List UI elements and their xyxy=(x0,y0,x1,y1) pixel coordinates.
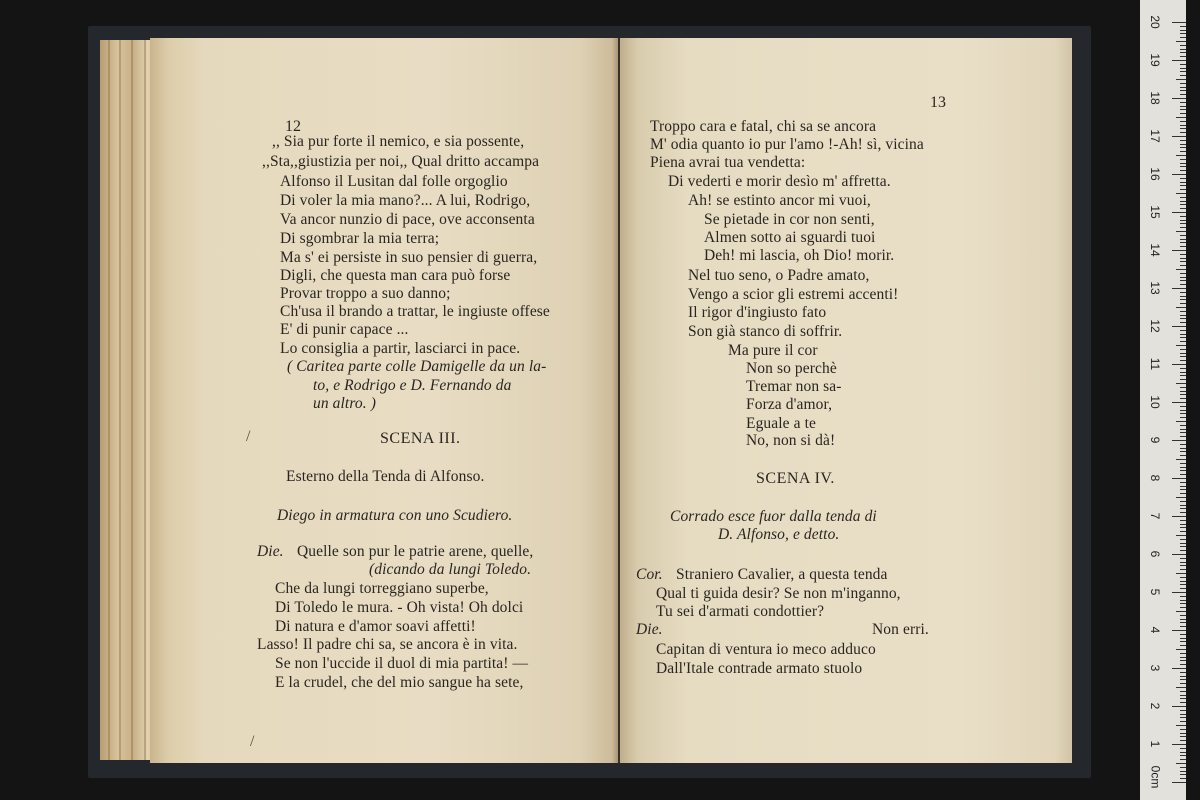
ruler-tick xyxy=(1180,121,1186,122)
verse-line: Ma s' ei persiste in suo pensier di guerra, xyxy=(280,249,538,266)
ruler-tick xyxy=(1180,254,1186,255)
aria-line: Non so perchè xyxy=(746,360,837,377)
ruler-tick xyxy=(1180,489,1186,490)
ruler-tick xyxy=(1180,159,1186,160)
right-page xyxy=(620,38,1072,763)
ruler-tick xyxy=(1180,562,1186,563)
ruler-tick xyxy=(1180,581,1186,582)
ruler-tick xyxy=(1172,326,1186,327)
ruler-tick xyxy=(1172,592,1186,593)
ruler-tick xyxy=(1180,26,1186,27)
speech-line: E la crudel, che del mio sangue ha sete, xyxy=(275,674,524,691)
dialogue-line: Dall'Itale contrade armato stuolo xyxy=(656,660,863,677)
speech-line: Lasso! Il padre chi sa, se ancora è in vita. xyxy=(257,636,518,653)
ruler-number: 14 xyxy=(1148,243,1162,257)
aria-line: No, non si dà! xyxy=(746,432,836,449)
verse-line: Di vederti e morir desìo m' affretta. xyxy=(668,173,891,190)
ruler-tick xyxy=(1180,322,1186,323)
ruler-number: 4 xyxy=(1148,626,1162,634)
ruler-tick xyxy=(1180,102,1186,103)
scene-direction: Corrado esce fuor dalla tenda di xyxy=(670,508,877,525)
ruler-number: 9 xyxy=(1148,436,1162,444)
ruler-tick xyxy=(1180,546,1186,547)
ruler-tick xyxy=(1180,664,1186,665)
verse-line: Troppo cara e fatal, chi sa se ancora xyxy=(650,118,877,135)
ruler-tick xyxy=(1180,391,1186,392)
verse-line: Lo consiglia a partir, lasciarci in pace. xyxy=(280,340,521,357)
ruler-tick xyxy=(1180,387,1186,388)
ruler-number: 6 xyxy=(1148,550,1162,558)
aria-line: Se pietade in cor non senti, xyxy=(704,211,875,228)
ruler-tick xyxy=(1180,125,1186,126)
scene-heading-right: SCENA IV. xyxy=(756,470,835,487)
ruler-tick xyxy=(1180,273,1186,274)
ruler-tick xyxy=(1180,740,1186,741)
ruler-tick xyxy=(1180,527,1186,528)
ruler-number: 13 xyxy=(1148,281,1162,295)
ruler-tick xyxy=(1180,353,1186,354)
left-page xyxy=(150,38,618,763)
ruler-tick xyxy=(1180,45,1186,46)
ruler-tick xyxy=(1180,691,1186,692)
ruler-tick xyxy=(1172,364,1186,365)
speech-line: Quelle son pur le patrie arene, quelle, xyxy=(297,543,534,560)
ruler-tick xyxy=(1180,451,1186,452)
ruler-tick xyxy=(1180,752,1186,753)
ruler-tick xyxy=(1172,706,1186,707)
dialogue-line: Capitan di ventura io meco adduco xyxy=(656,641,876,658)
margin-pencil-mark: / xyxy=(250,733,255,750)
ruler-number: 7 xyxy=(1148,512,1162,520)
verse-line: Ch'usa il brando a trattar, le ingiuste offese xyxy=(280,303,550,320)
ruler-tick xyxy=(1172,212,1186,213)
ruler-tick xyxy=(1180,109,1186,110)
ruler-unit: 0cm xyxy=(1148,765,1163,789)
ruler-tick xyxy=(1180,334,1186,335)
ruler-tick xyxy=(1180,531,1186,532)
ruler-tick xyxy=(1180,733,1186,734)
ruler-tick xyxy=(1180,227,1186,228)
aria-line: Vengo a scior gli estremi accenti! xyxy=(688,286,899,303)
ruler-tick xyxy=(1172,136,1186,137)
ruler-tick xyxy=(1180,185,1186,186)
ruler-tick xyxy=(1180,512,1186,513)
ruler-tick xyxy=(1180,676,1186,677)
ruler-tick xyxy=(1180,132,1186,133)
ruler-tick xyxy=(1180,204,1186,205)
ruler-tick xyxy=(1172,516,1186,517)
ruler-number: 19 xyxy=(1148,53,1162,67)
scene-direction: D. Alfonso, e detto. xyxy=(718,526,840,543)
ruler-tick xyxy=(1180,657,1186,658)
ruler-tick xyxy=(1172,22,1186,23)
ruler-tick xyxy=(1180,52,1186,53)
margin-pencil-mark: / xyxy=(246,428,251,445)
speaker-label: Die. xyxy=(636,621,663,638)
ruler-tick xyxy=(1180,75,1186,76)
stage-direction-line: un altro. ) xyxy=(313,395,376,412)
ruler-tick xyxy=(1176,459,1186,460)
ruler-tick xyxy=(1172,782,1186,783)
ruler-tick xyxy=(1180,577,1186,578)
speech-line: Di natura e d'amor soavi affetti! xyxy=(275,618,476,635)
verse-line: Piena avrai tua vendetta: xyxy=(650,154,806,171)
dialogue-line: Qual ti guida desir? Se non m'inganno, xyxy=(656,585,901,602)
ruler-tick xyxy=(1172,250,1186,251)
ruler-tick xyxy=(1176,307,1186,308)
ruler-tick xyxy=(1180,755,1186,756)
ruler-tick xyxy=(1180,508,1186,509)
ruler-tick xyxy=(1176,383,1186,384)
ruler-tick xyxy=(1180,68,1186,69)
ruler-tick xyxy=(1180,767,1186,768)
ruler-tick xyxy=(1172,288,1186,289)
page-number-left: 12 xyxy=(285,118,301,135)
ruler-tick xyxy=(1180,710,1186,711)
ruler-tick xyxy=(1176,41,1186,42)
ruler-tick xyxy=(1172,174,1186,175)
ruler-tick xyxy=(1180,695,1186,696)
ruler-tick xyxy=(1180,550,1186,551)
ruler-tick xyxy=(1180,303,1186,304)
ruler-tick xyxy=(1180,771,1186,772)
ruler-tick xyxy=(1180,189,1186,190)
aria-line: Ah! se estinto ancor mi vuoi, xyxy=(688,192,871,209)
ruler-tick xyxy=(1176,725,1186,726)
ruler-tick xyxy=(1176,117,1186,118)
ruler-tick xyxy=(1180,634,1186,635)
ruler-tick xyxy=(1180,330,1186,331)
ruler-tick xyxy=(1180,748,1186,749)
ruler-tick xyxy=(1180,470,1186,471)
ruler-tick xyxy=(1180,37,1186,38)
ruler-tick xyxy=(1180,94,1186,95)
ruler-tick xyxy=(1180,501,1186,502)
aria-line: Nel tuo seno, o Padre amato, xyxy=(688,267,870,284)
verse-line: Provar troppo a suo danno; xyxy=(280,285,451,302)
ruler-number: 10 xyxy=(1148,395,1162,409)
ruler-tick xyxy=(1180,736,1186,737)
ruler-tick xyxy=(1180,33,1186,34)
verse-line: Va ancor nunzio di pace, ove acconsenta xyxy=(280,211,535,228)
verse-line: E' di punir capace ... xyxy=(280,321,409,338)
speech-aside: (dicando da lungi Toledo. xyxy=(369,561,532,578)
ruler-number: 11 xyxy=(1148,357,1162,371)
verse-line: Di sgombrar la mia terra; xyxy=(280,230,440,247)
verse-line: M' odia quanto io pur l'amo !-Ah! sì, vicina xyxy=(650,136,924,153)
ruler-tick xyxy=(1180,71,1186,72)
ruler-tick xyxy=(1180,729,1186,730)
verse-line: Digli, che questa man cara può forse xyxy=(280,267,511,284)
aria-line: Eguale a te xyxy=(746,415,816,432)
ruler-number: 16 xyxy=(1148,167,1162,181)
speaker-label: Cor. xyxy=(636,566,663,583)
ruler-tick xyxy=(1180,87,1186,88)
ruler-tick xyxy=(1180,425,1186,426)
ruler-tick xyxy=(1180,493,1186,494)
ruler-tick xyxy=(1180,774,1186,775)
ruler-tick xyxy=(1180,721,1186,722)
ruler-tick xyxy=(1180,292,1186,293)
stage-direction-line: to, e Rodrigo e D. Fernando da xyxy=(313,377,512,394)
speech-line: Che da lungi torreggiano superbe, xyxy=(275,580,489,597)
ruler-tick xyxy=(1180,413,1186,414)
ruler-tick xyxy=(1180,170,1186,171)
ruler-tick xyxy=(1180,717,1186,718)
ruler-tick xyxy=(1180,311,1186,312)
ruler-tick xyxy=(1180,315,1186,316)
ruler-tick xyxy=(1180,394,1186,395)
ruler-tick xyxy=(1180,653,1186,654)
dialogue-line: Non erri. xyxy=(872,621,929,638)
ruler-tick xyxy=(1180,349,1186,350)
ruler-tick xyxy=(1176,649,1186,650)
verse-line: Alfonso il Lusitan dal folle orgoglio xyxy=(280,173,508,190)
ruler-tick xyxy=(1180,265,1186,266)
ruler-tick xyxy=(1180,638,1186,639)
ruler-tick xyxy=(1180,524,1186,525)
measuring-ruler xyxy=(1140,0,1186,800)
ruler-tick xyxy=(1172,440,1186,441)
speech-line: Di Toledo le mura. - Oh vista! Oh dolci xyxy=(275,599,524,616)
ruler-tick xyxy=(1180,280,1186,281)
ruler-tick xyxy=(1176,155,1186,156)
ruler-tick xyxy=(1180,223,1186,224)
ruler-tick xyxy=(1180,337,1186,338)
ruler-tick xyxy=(1180,368,1186,369)
ruler-tick xyxy=(1180,261,1186,262)
ruler-tick xyxy=(1180,166,1186,167)
ruler-tick xyxy=(1180,626,1186,627)
ruler-tick xyxy=(1180,417,1186,418)
ruler-number: 17 xyxy=(1148,129,1162,143)
ruler-number: 8 xyxy=(1148,474,1162,482)
ruler-tick xyxy=(1180,379,1186,380)
ruler-tick xyxy=(1180,30,1186,31)
ruler-tick xyxy=(1180,596,1186,597)
ruler-tick xyxy=(1180,56,1186,57)
ruler-tick xyxy=(1180,410,1186,411)
ruler-tick xyxy=(1180,584,1186,585)
ruler-tick xyxy=(1180,341,1186,342)
ruler-tick xyxy=(1180,603,1186,604)
ruler-tick xyxy=(1180,147,1186,148)
ruler-tick xyxy=(1172,402,1186,403)
ruler-tick xyxy=(1176,687,1186,688)
ruler-tick xyxy=(1180,140,1186,141)
ruler-tick xyxy=(1180,455,1186,456)
aria-line: Forza d'amor, xyxy=(746,396,833,413)
ruler-tick xyxy=(1180,698,1186,699)
ruler-tick xyxy=(1172,630,1186,631)
ruler-tick xyxy=(1176,269,1186,270)
ruler-tick xyxy=(1180,615,1186,616)
scene-heading-left: SCENA III. xyxy=(380,430,461,447)
verse-line: ,, Sia pur forte il nemico, e sia possente, xyxy=(272,133,525,150)
ruler-tick xyxy=(1180,543,1186,544)
ruler-tick xyxy=(1180,284,1186,285)
ruler-number: 20 xyxy=(1148,15,1162,29)
scene-characters: Diego in armatura con uno Scudiero. xyxy=(277,507,513,524)
ruler-tick xyxy=(1180,239,1186,240)
ruler-tick xyxy=(1176,231,1186,232)
ruler-tick xyxy=(1176,345,1186,346)
scene-setting: Esterno della Tenda di Alfonso. xyxy=(286,468,485,485)
ruler-tick xyxy=(1180,406,1186,407)
ruler-number: 2 xyxy=(1148,702,1162,710)
aria-line: Ma pure il cor xyxy=(728,342,818,359)
ruler-tick xyxy=(1180,641,1186,642)
ruler-tick xyxy=(1180,565,1186,566)
ruler-tick xyxy=(1180,258,1186,259)
ruler-tick xyxy=(1180,296,1186,297)
ruler-tick xyxy=(1176,421,1186,422)
ruler-tick xyxy=(1180,759,1186,760)
ruler-tick xyxy=(1180,375,1186,376)
ruler-tick xyxy=(1172,60,1186,61)
ruler-tick xyxy=(1176,763,1186,764)
ruler-tick xyxy=(1172,744,1186,745)
ruler-tick xyxy=(1172,98,1186,99)
ruler-tick xyxy=(1180,436,1186,437)
ruler-tick xyxy=(1180,474,1186,475)
ruler-tick xyxy=(1180,64,1186,65)
ruler-tick xyxy=(1180,660,1186,661)
ruler-tick xyxy=(1180,90,1186,91)
ruler-tick xyxy=(1180,216,1186,217)
ruler-tick xyxy=(1176,193,1186,194)
ruler-tick xyxy=(1180,178,1186,179)
ruler-tick xyxy=(1180,429,1186,430)
ruler-tick xyxy=(1180,622,1186,623)
ruler-tick xyxy=(1180,220,1186,221)
verse-line: ,,Sta,,giustizia per noi,, Qual dritto accampa xyxy=(262,153,540,170)
ruler-tick xyxy=(1180,208,1186,209)
ruler-tick xyxy=(1180,539,1186,540)
ruler-tick xyxy=(1180,197,1186,198)
aria-line: Il rigor d'ingiusto fato xyxy=(688,304,827,321)
ruler-tick xyxy=(1180,144,1186,145)
ruler-tick xyxy=(1172,478,1186,479)
ruler-tick xyxy=(1180,151,1186,152)
aria-line: Almen sotto ai sguardi tuoi xyxy=(704,229,876,246)
ruler-tick xyxy=(1180,201,1186,202)
ruler-tick xyxy=(1180,569,1186,570)
ruler-number: 18 xyxy=(1148,91,1162,105)
ruler-tick xyxy=(1180,607,1186,608)
ruler-tick xyxy=(1180,356,1186,357)
ruler-tick xyxy=(1180,318,1186,319)
ruler-tick xyxy=(1180,448,1186,449)
ruler-tick xyxy=(1180,246,1186,247)
ruler-tick xyxy=(1180,486,1186,487)
ruler-number: 3 xyxy=(1148,664,1162,672)
ruler-tick xyxy=(1180,83,1186,84)
ruler-number: 12 xyxy=(1148,319,1162,333)
speaker-label: Die. xyxy=(257,543,284,560)
ruler-tick xyxy=(1180,398,1186,399)
ruler-tick xyxy=(1180,679,1186,680)
ruler-tick xyxy=(1176,79,1186,80)
ruler-tick xyxy=(1180,463,1186,464)
aria-line: Son già stanco di soffrir. xyxy=(688,323,843,340)
ruler-tick xyxy=(1180,128,1186,129)
verse-line: Di voler la mia mano?... A lui, Rodrigo, xyxy=(280,192,531,209)
dialogue-line: Tu sei d'armati condottier? xyxy=(656,603,825,620)
ruler-tick xyxy=(1176,535,1186,536)
aria-line: Tremar non sa- xyxy=(746,378,842,395)
ruler-tick xyxy=(1172,554,1186,555)
ruler-tick xyxy=(1180,520,1186,521)
ruler-tick xyxy=(1176,573,1186,574)
ruler-number: 5 xyxy=(1148,588,1162,596)
ruler-tick xyxy=(1180,235,1186,236)
ruler-tick xyxy=(1180,619,1186,620)
ruler-tick xyxy=(1180,702,1186,703)
ruler-tick xyxy=(1180,106,1186,107)
ruler-tick xyxy=(1180,778,1186,779)
speech-line: Se non l'uccide il duol di mia partita! — xyxy=(275,655,529,672)
ruler-tick xyxy=(1180,372,1186,373)
ruler-tick xyxy=(1180,683,1186,684)
ruler-tick xyxy=(1180,277,1186,278)
ruler-tick xyxy=(1180,49,1186,50)
ruler-tick xyxy=(1180,645,1186,646)
ruler-tick xyxy=(1180,299,1186,300)
ruler-tick xyxy=(1180,714,1186,715)
ruler-tick xyxy=(1172,668,1186,669)
ruler-tick xyxy=(1180,672,1186,673)
ruler-tick xyxy=(1180,360,1186,361)
dialogue-line: Straniero Cavalier, a questa tenda xyxy=(676,566,888,583)
ruler-tick xyxy=(1176,497,1186,498)
page-number-right: 13 xyxy=(930,94,946,111)
ruler-tick xyxy=(1180,467,1186,468)
ruler-tick xyxy=(1180,482,1186,483)
ruler-tick xyxy=(1180,242,1186,243)
aria-line: Deh! mi lascia, oh Dio! morir. xyxy=(704,247,895,264)
stage-direction-line: ( Caritea parte colle Damigelle da un la- xyxy=(287,358,547,375)
ruler-tick xyxy=(1180,432,1186,433)
ruler-tick xyxy=(1180,588,1186,589)
ruler-number: 15 xyxy=(1148,205,1162,219)
ruler-tick xyxy=(1180,505,1186,506)
ruler-tick xyxy=(1180,444,1186,445)
ruler-tick xyxy=(1180,113,1186,114)
ruler-tick xyxy=(1180,163,1186,164)
ruler-tick xyxy=(1180,182,1186,183)
ruler-tick xyxy=(1176,611,1186,612)
ruler-tick xyxy=(1180,600,1186,601)
ruler-number: 1 xyxy=(1148,740,1162,748)
ruler-tick xyxy=(1180,558,1186,559)
